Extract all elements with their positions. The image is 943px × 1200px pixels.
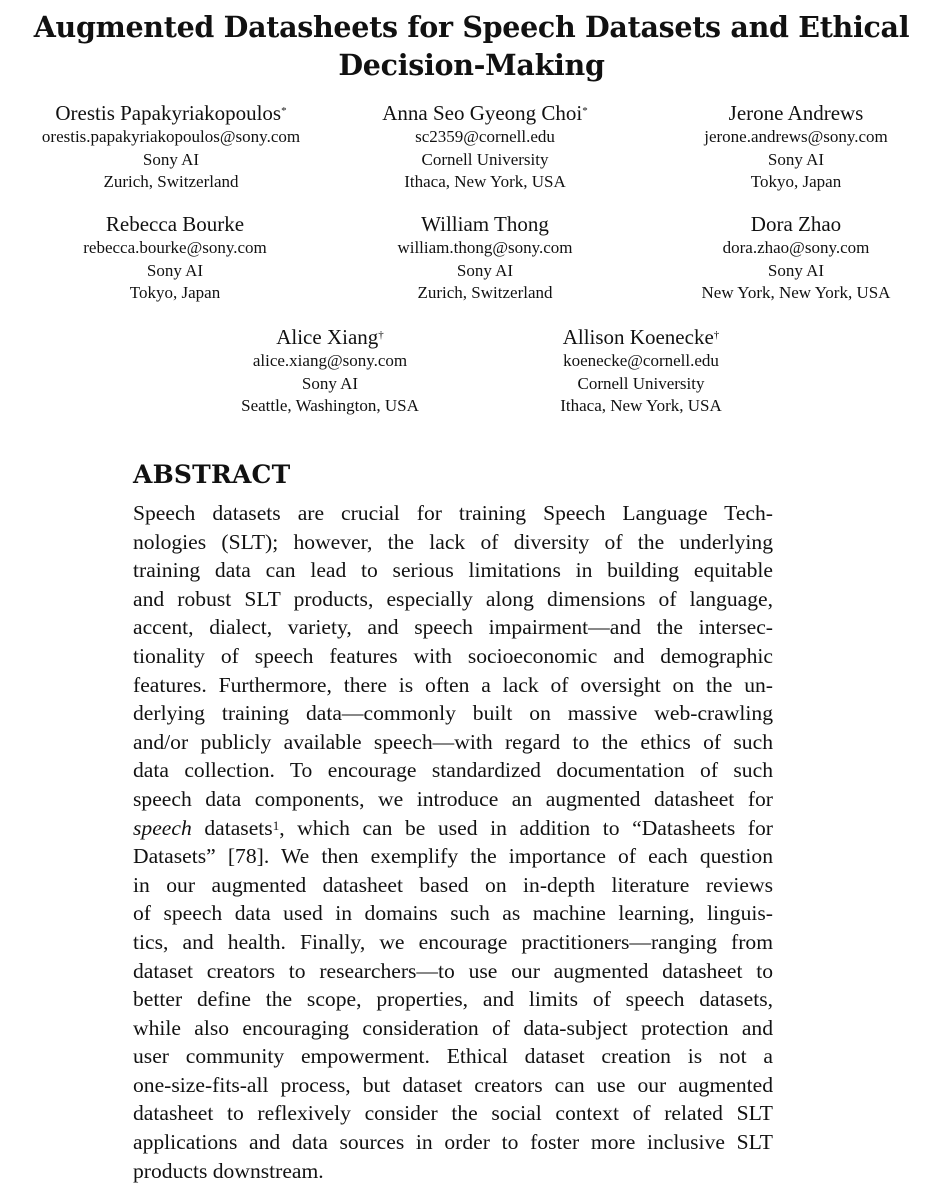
author-block	[170, 325, 490, 418]
author-block	[636, 212, 943, 305]
author-name: Rebecca Bourke	[105, 212, 245, 236]
author-name: Jerone Andrews	[728, 101, 864, 125]
author-name: Anna Seo Gyeong Choi*	[382, 101, 588, 125]
author-block	[481, 325, 801, 418]
author-footnote-mark: †	[713, 329, 720, 341]
author-block	[636, 101, 943, 194]
paper-title	[0, 8, 943, 84]
author-footnote-mark: *	[582, 105, 588, 117]
abstract-line: datasheet to reflexively consider the social context of related SLT	[133, 1101, 773, 1126]
abstract-body	[133, 499, 773, 1185]
author-affiliation: Cornell University	[421, 149, 549, 169]
author-email: william.thong@sony.com	[397, 238, 573, 257]
abstract-line: Speech datasets are crucial for training Speech Language Tech-	[133, 501, 773, 525]
abstract-line: derlying training data—commonly built on massive web-crawling	[133, 701, 773, 726]
author-name: Orestis Papakyriakopoulos*	[55, 101, 287, 125]
italic-speech: speech	[133, 815, 192, 840]
author-email: rebecca.bourke@sony.com	[83, 238, 267, 257]
abstract-line: and robust SLT products, especially along dimensions of language,	[133, 586, 773, 611]
abstract-line: of speech data used in domains such as machine learning, linguis-	[133, 901, 773, 926]
author-footnote-mark: †	[378, 329, 384, 341]
author-email: dora.zhao@sony.com	[722, 238, 870, 257]
author-email: sc2359@cornell.edu	[415, 127, 555, 146]
author-block	[11, 101, 331, 194]
abstract-text-fragment: datasets	[191, 815, 273, 840]
author-location: Ithaca, New York, USA	[404, 172, 566, 192]
author-name: Allison Koenecke†	[562, 325, 720, 349]
author-footnote-mark: *	[281, 105, 287, 117]
author-affiliation: Sony AI	[767, 149, 825, 169]
author-affiliation: Sony AI	[456, 260, 514, 280]
author-location: Seattle, Washington, USA	[241, 396, 419, 416]
abstract-line: while also encouraging consideration of data-subject protection and	[133, 1015, 773, 1040]
author-location: Zurich, Switzerland	[417, 283, 553, 303]
author-location: New York, New York, USA	[701, 283, 891, 303]
abstract-line: accent, dialect, variety, and speech impairment—and the intersec-	[133, 615, 773, 640]
abstract-line: applications and data sources in order to foster more inclusive SLT	[133, 1130, 773, 1155]
abstract-heading: ABSTRACT	[133, 460, 291, 489]
footnote-mark: 1	[272, 817, 280, 833]
author-affiliation: Sony AI	[301, 373, 359, 393]
author-location: Tokyo, Japan	[750, 172, 842, 192]
abstract-line: tionality of speech features with socioeconomic and demographic	[133, 643, 773, 668]
author-location: Ithaca, New York, USA	[560, 396, 722, 416]
abstract-line: and/or publicly available speech—with regard to the ethics of such	[133, 729, 773, 754]
author-affiliation: Cornell University	[577, 373, 705, 393]
author-name: William Thong	[421, 212, 549, 236]
abstract-line: nologies (SLT); however, the lack of diversity of the underlying	[133, 529, 773, 554]
author-block	[325, 101, 645, 194]
abstract-line: dataset creators to researchers—to use our augmented datasheet to	[133, 958, 773, 983]
author-email: koenecke@cornell.edu	[563, 351, 719, 370]
author-affiliation: Sony AI	[146, 260, 204, 280]
author-location: Zurich, Switzerland	[103, 172, 239, 192]
abstract-line: data collection. To encourage standardized documentation of such	[133, 758, 773, 783]
author-email: alice.xiang@sony.com	[252, 351, 408, 370]
author-block	[325, 212, 645, 305]
author-email: jerone.andrews@sony.com	[704, 127, 888, 146]
abstract-text-fragment: , which can be used in addition to “Datasheets for	[279, 815, 773, 840]
author-affiliation: Sony AI	[767, 260, 825, 280]
abstract-line: Datasets” [78]. We then exemplify the importance of each question	[133, 844, 773, 869]
abstract-line	[133, 814, 773, 843]
abstract-line: in our augmented datasheet based on in-depth literature reviews	[133, 872, 773, 897]
author-name: Alice Xiang†	[276, 325, 384, 349]
abstract-line: one-size-fits-all process, but dataset creators can use our augmented	[133, 1072, 773, 1097]
author-location: Tokyo, Japan	[129, 283, 221, 303]
abstract-line: speech data components, we introduce an augmented datasheet for	[133, 786, 773, 811]
abstract-line: features. Furthermore, there is often a lack of oversight on the un-	[133, 672, 773, 697]
paper-title-line-1: Augmented Datasheets for Speech Datasets and Ethical	[33, 10, 910, 44]
paper-title-line-2: Decision-Making	[338, 48, 605, 82]
author-email: orestis.papakyriakopoulos@sony.com	[41, 127, 301, 146]
author-name: Dora Zhao	[750, 212, 842, 236]
abstract-line: better define the scope, properties, and limits of speech datasets,	[133, 987, 773, 1012]
abstract-line: training data can lead to serious limitations in building equitable	[133, 558, 773, 583]
abstract-line: tics, and health. Finally, we encourage practitioners—ranging from	[133, 929, 773, 954]
abstract-line: products downstream.	[133, 1158, 324, 1183]
author-block	[15, 212, 335, 305]
author-affiliation: Sony AI	[142, 149, 200, 169]
abstract-line: user community empowerment. Ethical dataset creation is not a	[133, 1044, 773, 1069]
